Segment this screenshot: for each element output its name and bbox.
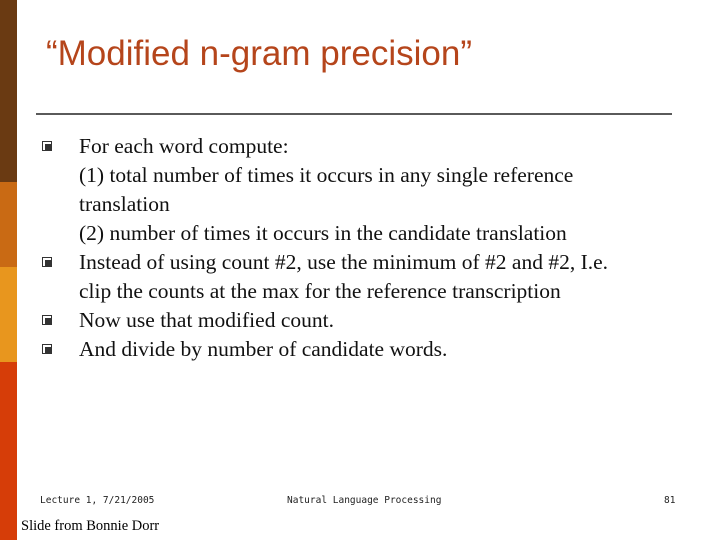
footer-page-number: 81 — [664, 495, 676, 506]
title-divider — [36, 113, 672, 115]
bullet-item — [42, 335, 682, 364]
bullet-line: And divide by number of candidate words. — [79, 337, 448, 361]
bullet-line: (1) total number of times it occurs in any single reference — [79, 163, 574, 187]
bullet-list — [42, 132, 682, 364]
square-bullet-icon — [42, 141, 52, 151]
left-accent-bar-top — [0, 0, 17, 182]
bullet-line: (2) number of times it occurs in the candidate translation — [79, 221, 567, 245]
bullet-line: For each word compute: — [79, 134, 289, 158]
footer-lecture-info: Lecture 1, 7/21/2005 — [40, 495, 155, 506]
slide-title: “Modified n-gram precision” — [46, 34, 472, 73]
square-bullet-icon — [42, 257, 52, 267]
square-bullet-icon — [42, 315, 52, 325]
bullet-line: Instead of using count #2, use the minimum of #2 and #2, I.e. — [79, 250, 609, 274]
left-accent-bar-lower-middle — [0, 267, 17, 362]
bullet-line: Now use that modified count. — [79, 308, 334, 332]
bullet-item — [42, 248, 682, 306]
square-bullet-icon — [42, 344, 52, 354]
footer-course-title: Natural Language Processing — [287, 495, 442, 506]
bullet-item — [42, 132, 682, 248]
bullet-line: translation — [79, 192, 170, 216]
left-accent-bar-bottom — [0, 362, 17, 540]
slide-credit: Slide from Bonnie Dorr — [21, 518, 160, 534]
bullet-line: clip the counts at the max for the reference transcription — [79, 279, 561, 303]
bullet-item — [42, 306, 682, 335]
left-accent-bar-upper-middle — [0, 182, 17, 267]
